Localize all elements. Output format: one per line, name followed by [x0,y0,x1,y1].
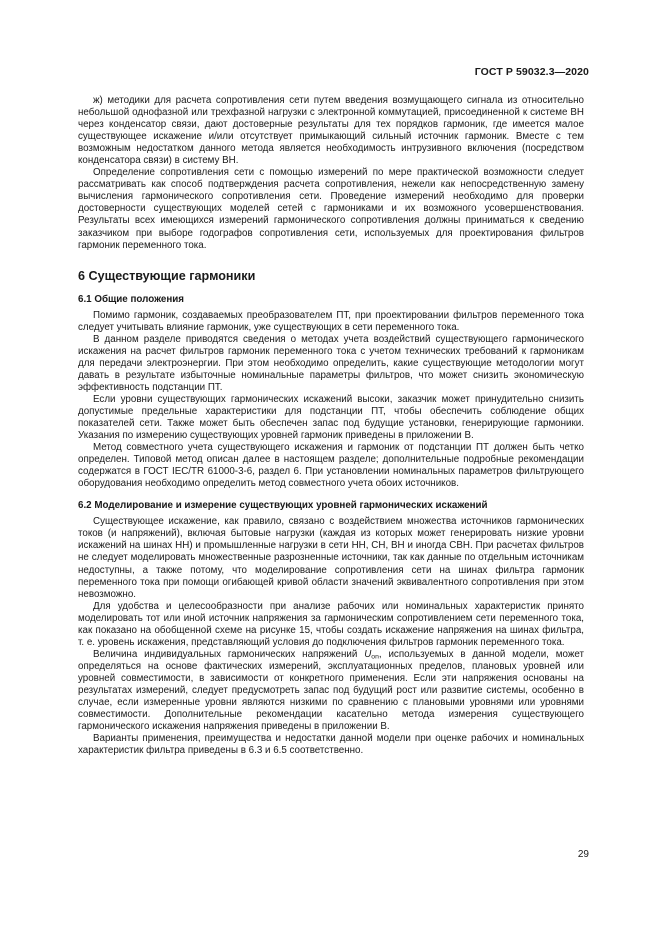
page-content [78,95,584,757]
s62-paragraph-3 [78,649,584,733]
intro-paragraph-measurement: Определение сопротивления сети с помощью измерений по мере практической возможности следует рассматривать как способ подтверждения расчета сопротивления, нежели как непосредственную замену вычисления гармонического сопротивления сети. Проведение измерений необходимо для проверки достоверности существующих моделей сетей с гармониками и их возможного усовершенствования. Результаты всех имеющихся измерений гармонического сопротивления должны приниматься к сведению заказчиком при выборе годографов сопротивления сети, используемых для проектирования фильтров гармоник переменного тока. [78,167,584,251]
subsection-6-1-title: 6.1 Общие положения [78,293,185,305]
s62-p3-lead: Величина индивидуальных гармонических напряжений [93,648,365,660]
s61-paragraph-2: В данном разделе приводятся сведения о методах учета воздействий существующего гармонического искажения на расчет фильтров гармоник переменного тока с учетом технических требований к гармоникам для передачи электроэнергии. При этом необходимо определить, какие существующие методологии могут давать в результате избыточные номинальные параметры фильтров, что может снизить экономическую эффективность подстанции ПТ. [78,333,584,393]
s61-paragraph-1: Помимо гармоник, создаваемых преобразователем ПТ, при проектировании фильтров переменного тока следует учитывать влияние гармоник, уже существующих в сети переменного тока. [78,309,584,333]
s61-paragraph-4: Метод совместного учета существующего искажения и гармоник от подстанции ПТ должен быть четко определен. Типовой метод описан далее в настоящем разделе; дополнительные подробные рекомендации содержатся в ГОСТ IEC/TR 61000-3-6, раздел 6. При установлении номинальных параметров фильтрующего оборудования необходимо определить метод совместного учета обоих источников. [78,442,584,490]
s62-paragraph-2: Для удобства и целесообразности при анализе рабочих или номинальных характеристик принято моделировать тот или иной источник напряжения за гармоническим сопротивлением сети переменного тока, как показано на обобщенной схеме на рисунке 15, чтобы создать искажение напряжения на шинах фильтра, т. е. уровень искажения, представляющий условия до подключения фильтров гармоник переменного тока. [78,600,584,648]
s62-paragraph-1: Существующее искажение, как правило, связано с воздействием множества источников гармонических токов (и напряжений), включая бытовые нагрузки (каждая из которых может генерировать низкие уровни искажений на шинах НН) и промышленные нагрузки в сети НН, СН, ВН и иногда СВН. При расчетах фильтров не следует моделировать множественные разрозненные источники, так как данные по отдельным источникам недоступны, а также потому, что моделирование сопротивления сети на шинах фильтра гармоник переменного тока при помощи огибающей кривой области значений эквивалентного сопротивления при этом невозможно. [78,516,584,600]
s62-p3-rest: , используемых в данной модели, может определяться на основе фактических измерений, эксплуатационных пределов, плановых уровней или уровней совместимости, в зависимости от конкретного применения. Если эти напряжения основаны на результатах измерений, следует предусмотреть запас под будущий рост или развитие системы, особенно в случае, если измеренные уровни являются низкими по сравнению с плановыми уровнями или уровнями совместимости. Дополнительные рекомендации касательно метода измерения существующего гармонического искажения напряжения приведены в приложении В. [78,648,584,733]
intro-paragraph-method-zh: ж) методики для расчета сопротивления сети путем введения возмущающего сигнала из относительно небольшой однофазной или трехфазной нагрузки с электронной коммутацией, присоединенной к системе ВН через конденсатор связи, дают достоверные результаты для тех порядков гармоник, где имеется малое существующее искажение и/или отсутствует примыкающий сильный источник гармоник. Вместе с тем возможным недостатком данного метода является необходимость интрузивного включения (посредством конденсатора связи) в систему ВН. [78,95,584,167]
document-code-header: ГОСТ Р 59032.3—2020 [474,66,589,78]
subsection-6-2-title: 6.2 Моделирование и измерение существующих уровней гармонических искажений [78,500,488,512]
voltage-symbol: U [364,648,372,660]
voltage-symbol-subscript: оn [371,653,379,661]
s61-paragraph-3: Если уровни существующих гармонических искажений высоки, заказчик может принудительно снизить допустимые предельные характеристики для подстанции ПТ, чтобы обеспечить соблюдение общих показателей сети. Также может быть обеспечен запас под будущие установки, генерирующие гармоники. Указания по измерению существующих уровней гармоник приведены в приложении В. [78,393,584,442]
section-6-title: 6 Существующие гармоники [78,268,256,283]
page-number: 29 [577,849,589,860]
s62-paragraph-4: Варианты применения, преимущества и недостатки данной модели при оценке рабочих и номинальных характеристик фильтра приведены в 6.3 и 6.5 соответственно. [78,733,584,757]
